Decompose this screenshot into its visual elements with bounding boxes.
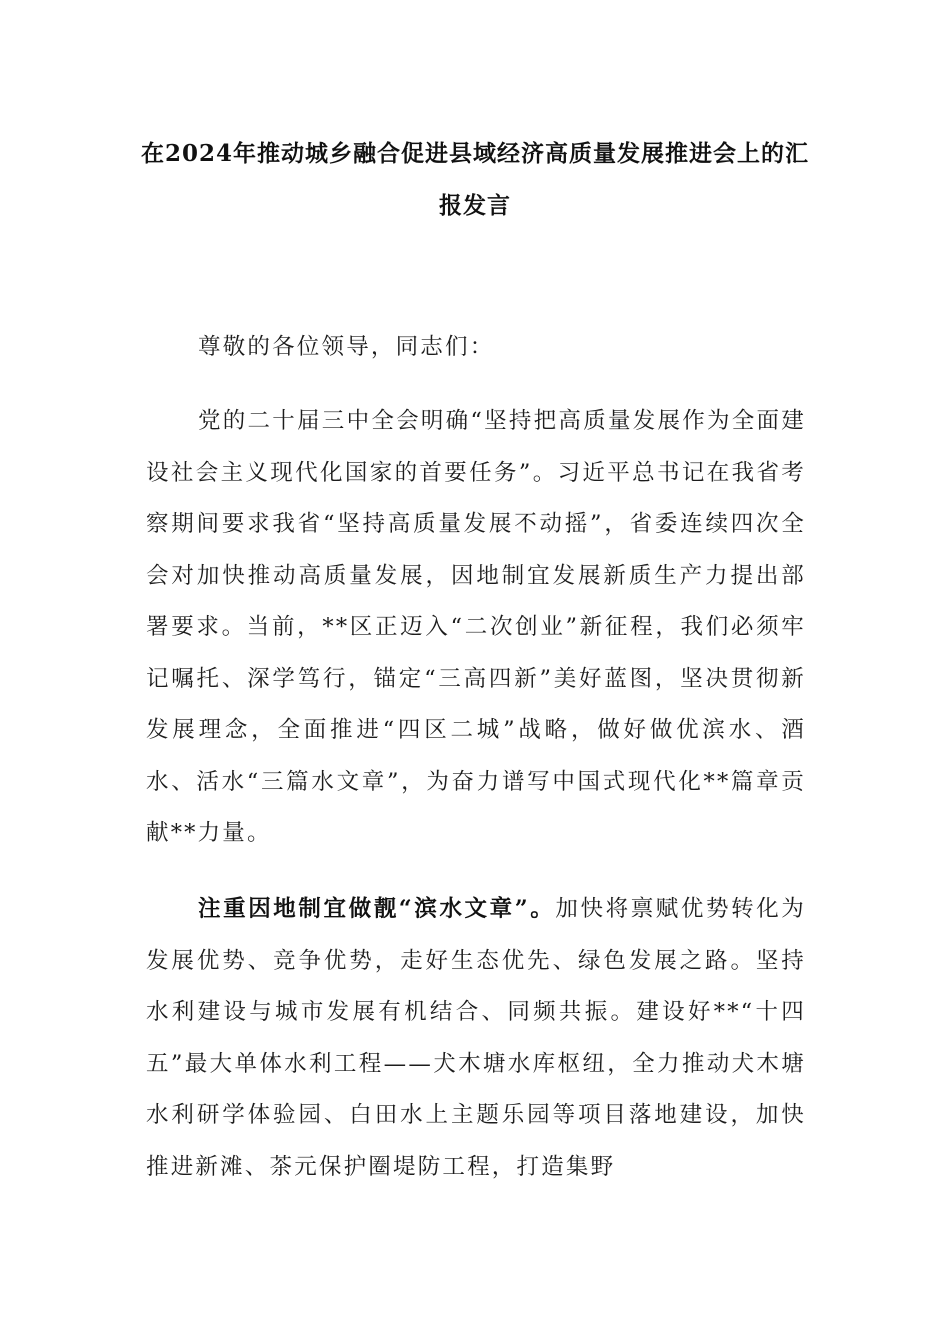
paragraph-intro-text: 党的二十届三中全会明确“坚持把高质量发展作为全面建设社会主义现代化国家的首要任务”。习近平总书记在我省考察期间要求我省“坚持高质量发展不动摇”，省委连续四次全会对加快推动高质量发展，因地制宜发展新质生产力提出部署要求。当前，**区正迈入“二次创业”新征程，我们必须牢记嘱托、深学笃行，锚定“三高四新”美好蓝图，坚决贯彻新发展理念，全面推进“四区二城”战略，做好做优滨水、酒水、活水“三篇水文章”，为奋力谱写中国式现代化**篇章贡献**力量。: [146, 408, 806, 846]
document-title: 在2024年推动城乡融合促进县域经济高质量发展推进会上的汇报发言: [140, 140, 809, 219]
paragraph-waterfront-heading: 注重因地制宜做靓“滨水文章”。: [198, 896, 556, 922]
paragraph-intro: [146, 396, 806, 860]
salutation: 尊敬的各位领导，同志们：: [198, 334, 495, 360]
paragraph-waterfront-text: 加快将禀赋优势转化为发展优势、竞争优势，走好生态优先、绿色发展之路。坚持水利建设与城市发展有机结合、同频共振。建设好**“十四五”最大单体水利工程——犬木塘水库枢纽，全力推动犬木塘水利研学体验园、白田水上主题乐园等项目落地建设，加快推进新滩、茶元保护圈堤防工程，打造集野: [146, 896, 806, 1180]
paragraph-waterfront: [146, 884, 806, 1193]
